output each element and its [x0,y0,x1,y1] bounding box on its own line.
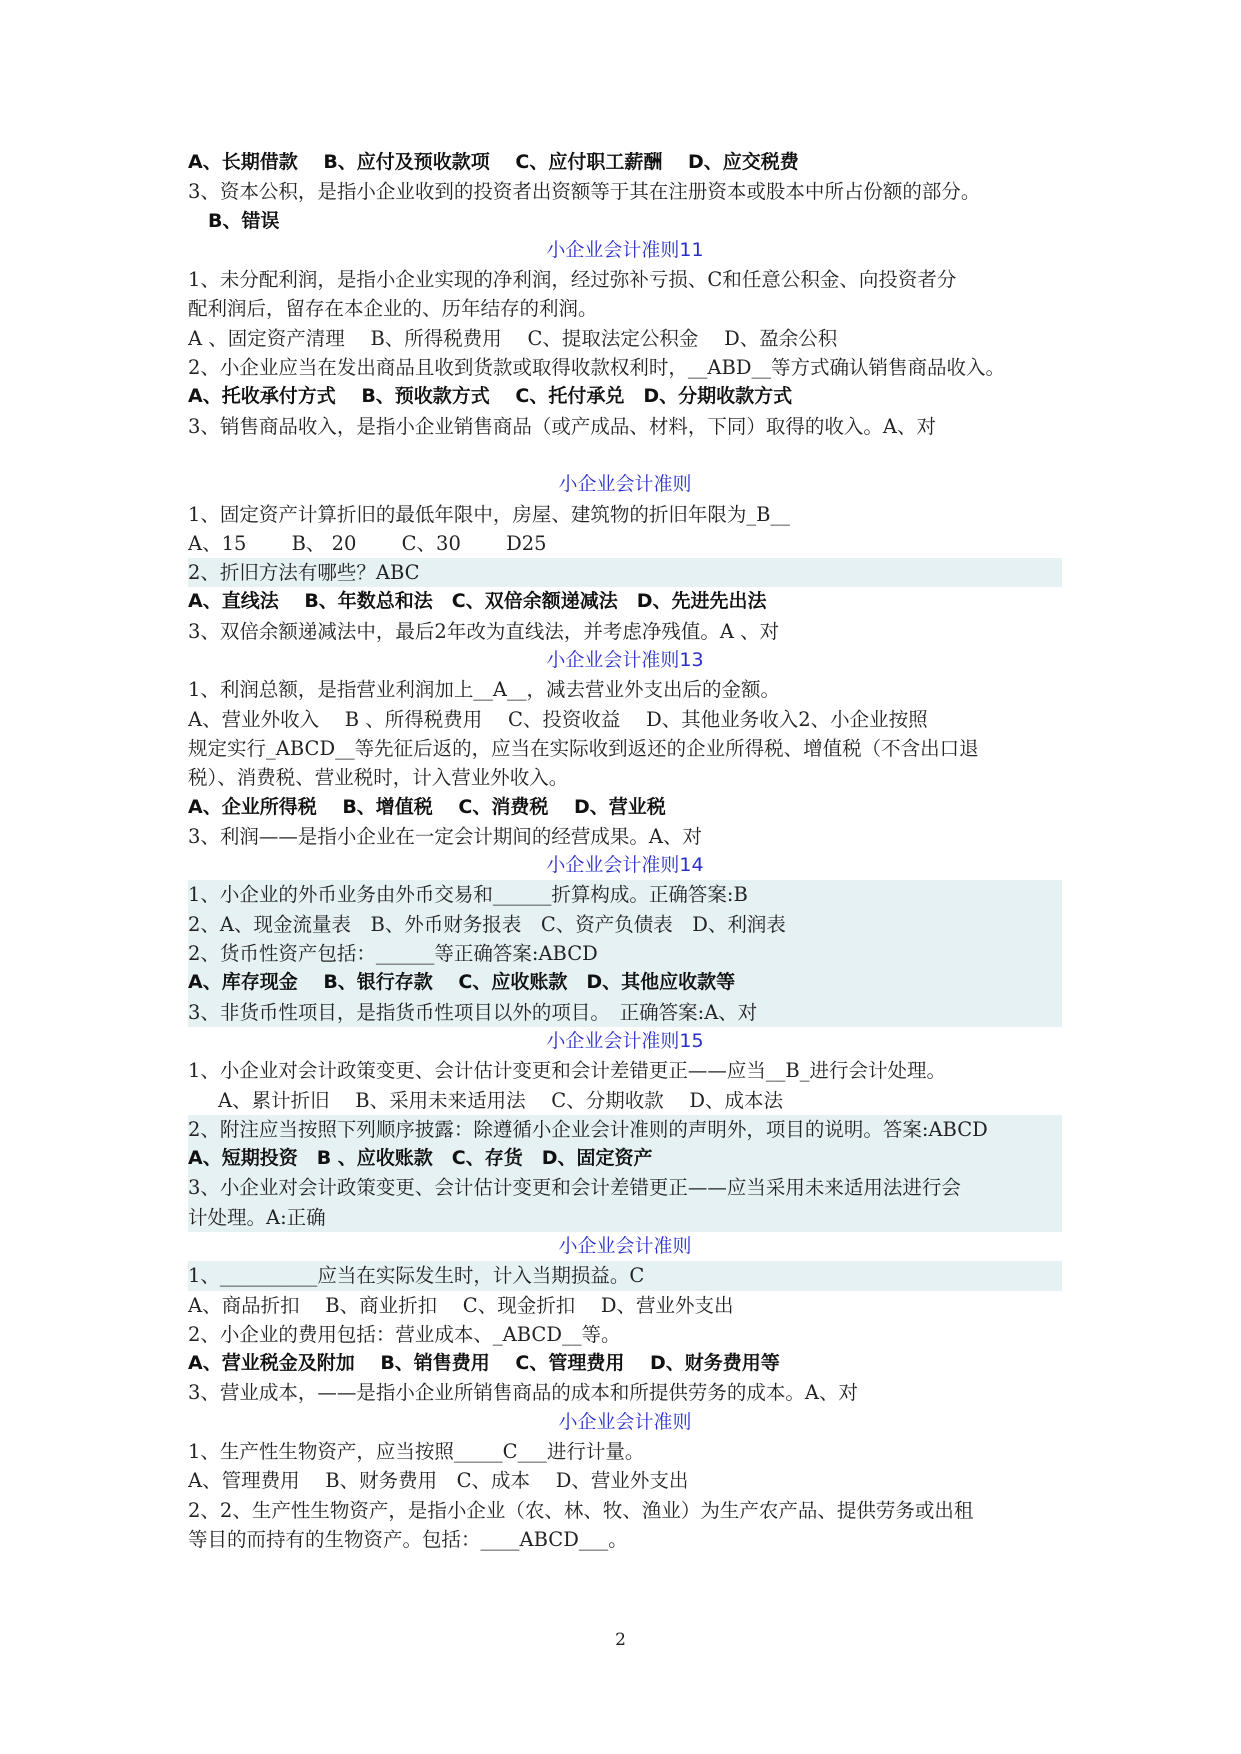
answer-options: A、累计折旧 B、采用未来适用法 C、分期收款 D、成本法 [218,1088,784,1112]
question-text: 3、资本公积，是指小企业收到的投资者出资额等于其在注册资本或股本中所占份额的部分。 [188,180,981,204]
answer-options: A、15 B、 20 C、30 D25 [188,531,547,555]
answer-options: A、管理费用 B、财务费用 C、成本 D、营业外支出 [188,1469,689,1493]
question-text: 2、货币性资产包括：______等正确答案:ABCD [188,939,1062,968]
question-text: 2、附注应当按照下列顺序披露：除遵循小企业会计准则的声明外，项目的说明。答案:ABCD [188,1115,1062,1144]
question-text: 3、营业成本，——是指小企业所销售商品的成本和所提供劳务的成本。A、对 [188,1381,858,1405]
answer-options: A、营业税金及附加 B、销售费用 C、管理费用 D、财务费用等 [188,1352,780,1375]
section-heading: 小企业会计准则13 [546,649,704,672]
answer-options: A、短期投资 B 、应收账款 C、存货 D、固定资产 [188,1144,1062,1173]
question-text: 3、非货币性项目，是指货币性项目以外的项目。 正确答案:A、对 [188,998,1062,1027]
question-text: 1、小企业对会计政策变更、会计估计变更和会计差错更正——应当__B_进行会计处理。 [188,1059,946,1083]
question-text: 2、折旧方法有哪些？ABC [188,558,1062,587]
answer-options: A、长期借款 B、应付及预收款项 C、应付职工薪酬 D、应交税费 [188,151,799,173]
answer-options: A、企业所得税 B、增值税 C、消费税 D、营业税 [188,795,666,818]
question-text: 规定实行_ABCD__等先征后返的，应当在实际收到返还的企业所得税、增值税（不含出口退 [188,736,979,760]
section-heading: 小企业会计准则 [558,473,692,496]
answer-options: A、直线法 B、年数总和法 C、双倍余额递减法 D、先进先出法 [188,590,767,613]
answer-options: A、托收承付方式 B、预收款方式 C、托付承兑 D、分期收款方式 [188,385,793,408]
question-text: 等目的而持有的生物资产。包括：____ABCD___。 [188,1527,628,1551]
question-text: 3、销售商品收入，是指小企业销售商品（或产成品、材料，下同）取得的收入。A、对 [188,414,936,438]
section-heading: 小企业会计准则 [558,1410,692,1433]
question-text: 2、2、生产性生物资产，是指小企业（农、林、牧、渔业）为生产农产品、提供劳务或出租 [188,1498,974,1522]
question-text: 1、利润总额，是指营业利润加上__A__，减去营业外支出后的金额。 [188,678,780,702]
question-text: 1、__________应当在实际发生时，计入当期损益。C [188,1261,1062,1290]
page-number: 2 [615,1630,626,1650]
answer-options: B、错误 [208,209,280,232]
section-heading: 小企业会计准则11 [546,238,704,261]
question-text: 1、固定资产计算折旧的最低年限中，房屋、建筑物的折旧年限为_B__ [188,502,790,526]
question-text: 2、小企业的费用包括：营业成本、_ABCD__等。 [188,1322,621,1346]
question-text: 税）、消费税、营业税时，计入营业外收入。 [188,766,569,790]
section-heading: 小企业会计准则14 [546,854,704,877]
section-heading: 小企业会计准则 [558,1234,692,1257]
section-heading: 小企业会计准则15 [546,1029,704,1052]
page-content [188,148,1062,1554]
answer-options: 2、A、现金流量表 B、外币财务报表 C、资产负债表 D、利润表 [188,910,1062,939]
answer-options: A、库存现金 B、银行存款 C、应收账款 D、其他应收款等 [188,968,1062,997]
question-text: 1、小企业的外币业务由外币交易和______折算构成。正确答案:B [188,880,1062,909]
question-text: 1、未分配利润，是指小企业实现的净利润，经过弥补亏损、C和任意公积金、向投资者分 [188,268,957,292]
question-text: 计处理。A:正确 [188,1203,1062,1232]
question-text: 3、小企业对会计政策变更、会计估计变更和会计差错更正——应当采用未来适用法进行会 [188,1173,1062,1202]
answer-options: A 、固定资产清理 B、所得税费用 C、提取法定公积金 D、盈余公积 [188,326,838,350]
question-text: 3、双倍余额递减法中，最后2年改为直线法，并考虑净残值。A 、对 [188,619,780,643]
question-text: 配利润后，留存在本企业的、历年结存的利润。 [188,297,598,321]
question-text: 3、利润——是指小企业在一定会计期间的经营成果。A、对 [188,824,702,848]
spacer [188,441,1062,470]
answer-options: A、商品折扣 B、商业折扣 C、现金折扣 D、营业外支出 [188,1293,734,1317]
answer-options: A、营业外收入 B 、所得税费用 C、投资收益 D、其他业务收入2、小企业按照 [188,707,928,731]
question-text: 2、小企业应当在发出商品且收到货款或取得收款权利时，__ABD__等方式确认销售商品收入。 [188,356,1005,380]
question-text: 1、生产性生物资产，应当按照_____C___进行计量。 [188,1440,645,1464]
